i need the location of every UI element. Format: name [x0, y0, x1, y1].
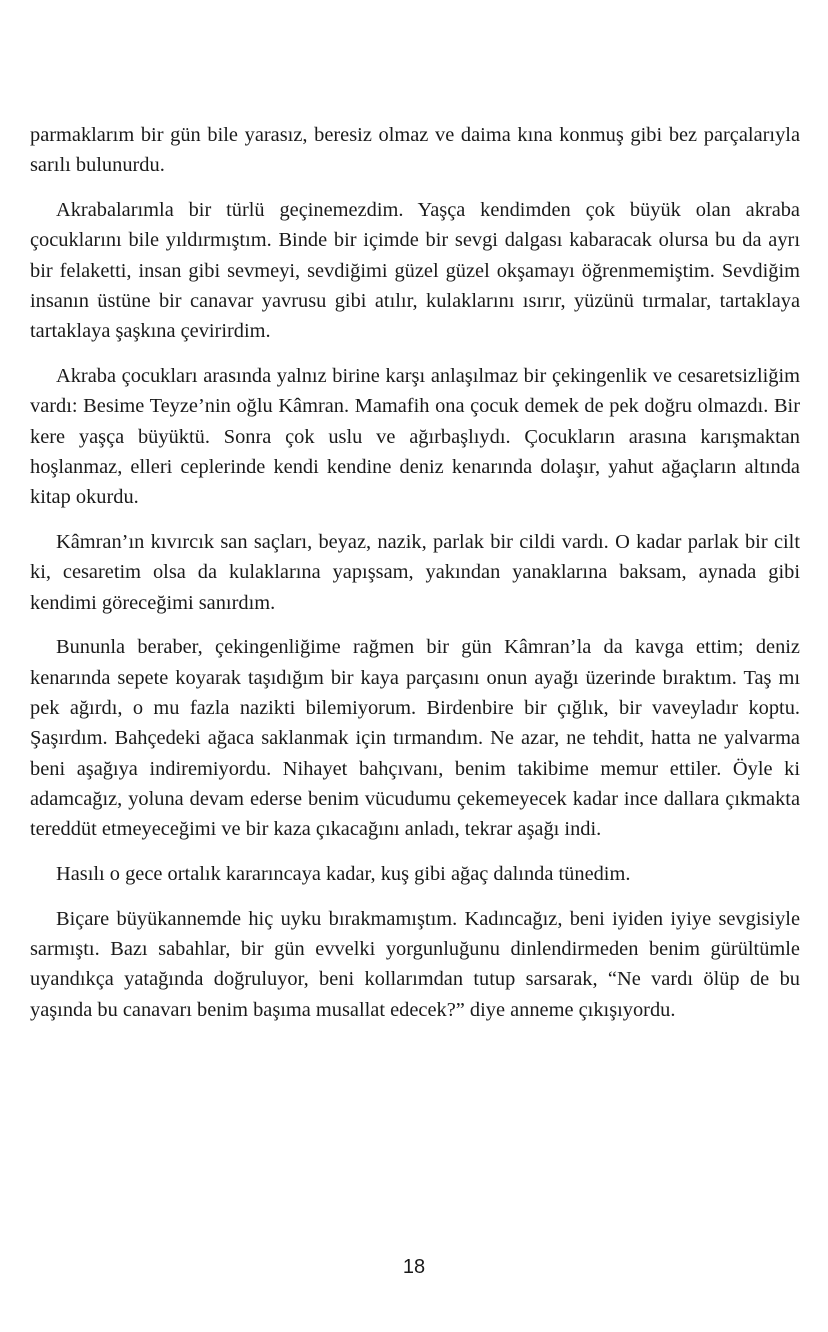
paragraph: Kâmran’ın kıvırcık san saçları, beyaz, nazik, parlak bir cildi vardı. O kadar parlak bir cilt ki, cesaretim olsa da kulaklarına yapışsam, yakından yanaklarına baksam, aynada gibi kendimi göreceğimi sanırdım.: [30, 531, 800, 614]
page-number: 18: [402, 1256, 426, 1278]
page-body: [30, 120, 800, 1040]
paragraph-continuation: parmaklarım bir gün bile yarasız, beresiz olmaz ve daima kına konmuş gibi bez parçalarıyla sarılı bulunurdu.: [30, 124, 800, 177]
paragraph: Akrabalarımla bir türlü geçinemezdim. Yaşça kendimden çok büyük olan akraba çocuklarını bile yıldırmıştım. Binde bir içimde bir sevgi dalgası kabaracak olursa bu da ayrı bir felaketti, insan gibi sevmeyi, sevdiğimi güzel güzel okşamayı öğrenmemiştim. Sevdiğim insanın üstüne bir canavar yavrusu gibi atılır, kulaklarını ısırır, yüzünü tırmalar, tartaklaya tartaklaya şaşkına çevirirdim.: [30, 199, 800, 343]
paragraph: Hasılı o gece ortalık kararıncaya kadar, kuş gibi ağaç dalında tünedim.: [56, 863, 631, 886]
paragraph: Akraba çocukları arasında yalnız birine karşı anlaşılmaz bir çekingenlik ve cesaretsizliğim vardı: Besime Teyze’nin oğlu Kâmran. Mamafih ona çocuk demek de pek doğru olmazdı. Bir kere yaşça büyüktü. Sonra çok uslu ve ağırbaşlıydı. Çocukların arasına karışmaktan hoşlanmaz, elleri ceplerinde kendi kendine deniz kenarında dolaşır, yahut ağaçların altında kitap okurdu.: [30, 365, 800, 509]
paragraph: Bununla beraber, çekingenliğime rağmen bir gün Kâmran’la da kavga ettim; deniz kenarında sepete koyarak taşıdığım bir kaya parçasını onun ayağı üzerinde bıraktım. Taş mı pek ağırdı, o mu fazla nazikti bilemiyorum. Birdenbire bir çığlık, bir vaveyladır koptu. Şaşırdım. Bahçedeki ağaca saklanmak için tırmandım. Ne azar, ne tehdit, hatta ne yalvarma beni aşağıya indiremiyordu. Nihayet bahçıvanı, benim takibime memur ettiler. Öyle ki adamcağız, yoluna devam ederse benim vücudumu çekemeyecek kadar ince dallara çıkmakta tereddüt etmeyeceğimi ve bir kaza çıkacağını anladı, tekrar aşağı indi.: [30, 636, 800, 841]
paragraph: Biçare büyükannemde hiç uyku bırakmamıştım. Kadıncağız, beni iyiden iyiye sevgisiyle sarmıştı. Bazı sabahlar, bir gün evvelki yorgunluğunu dinlendirmeden benim gürültümle uyandıkça yatağında doğruluyor, beni kollarımdan tutup sarsarak, “Ne vardı ölüp de bu yaşında bu canavarı benim başıma musallat edecek?” diye anneme çıkışıyordu.: [30, 907, 800, 1021]
